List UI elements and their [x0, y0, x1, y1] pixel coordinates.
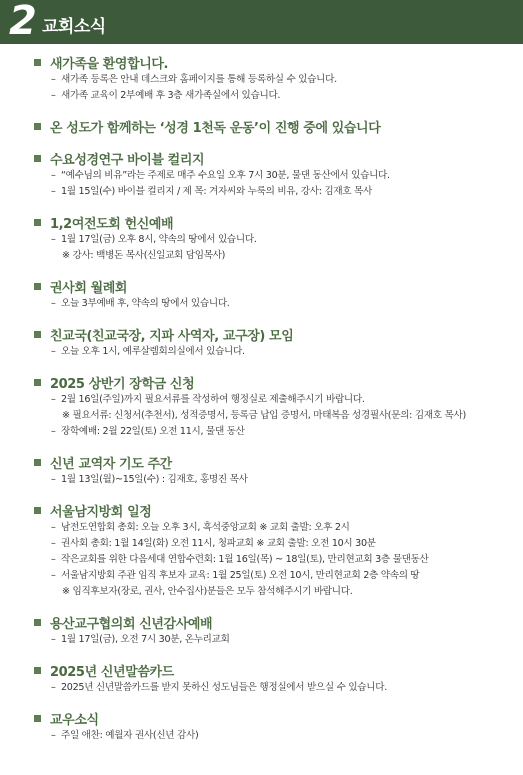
section-heading [0, 116, 523, 136]
detail-text: 1월 15일(수) 바이블 컬리지 / 제 목: 겨자씨와 누룩의 비유, 강사: 김재호 목사 [61, 186, 372, 197]
square-bullet-icon [34, 123, 41, 130]
square-bullet-icon [34, 667, 41, 674]
section-heading [0, 324, 523, 344]
section-heading [0, 148, 523, 168]
section-heading [0, 660, 523, 680]
note-line [0, 408, 523, 424]
news-section [0, 500, 523, 600]
detail-line [0, 424, 523, 440]
dash-bullet-icon: – [51, 426, 56, 437]
news-section [0, 52, 523, 104]
dash-bullet-icon: – [51, 570, 56, 581]
detail-text: 남전도연합회 총회: 오늘 오후 3시, 흑석중앙교회 ※ 교회 출발: 오후 2시 [61, 522, 350, 533]
news-section [0, 372, 523, 440]
dash-bullet-icon: – [51, 730, 56, 741]
news-section [0, 612, 523, 648]
detail-text: 서울남지방회 주관 임직 후보자 교육: 1월 25일(토) 오전 10시, 만리현교회 2층 약속의 땅 [61, 570, 420, 581]
dash-bullet-icon: – [51, 394, 56, 405]
square-bullet-icon [34, 283, 41, 290]
detail-text: ※ 필요서류: 신청서(추천서), 성적증명서, 등록금 납입 증명서, 마태복음 성경필사(문의: 김재호 목사) [62, 410, 466, 421]
news-section [0, 212, 523, 264]
section-title: 신년 교역자 기도 주간 [50, 456, 172, 472]
detail-line [0, 520, 523, 536]
section-title: 용산교구협의회 신년감사예배 [50, 616, 213, 632]
detail-text: 새가족 교육이 2부예배 후 3층 새가족실에서 있습니다. [61, 90, 281, 101]
detail-line [0, 184, 523, 200]
detail-line [0, 72, 523, 88]
section-title: 새가족을 환영합니다. [50, 56, 169, 72]
detail-text: “예수님의 비유”라는 주제로 매주 수요일 오후 7시 30분, 물댄 동산에서 있습니다. [61, 170, 390, 181]
news-section [0, 116, 523, 136]
news-list [0, 52, 523, 756]
detail-text: 오늘 오후 1시, 예루살렘회의실에서 있습니다. [61, 346, 245, 357]
detail-line [0, 536, 523, 552]
dash-bullet-icon: – [51, 522, 56, 533]
detail-line [0, 88, 523, 104]
section-title: 서울남지방회 일정 [50, 504, 152, 520]
section-heading [0, 612, 523, 632]
dash-bullet-icon: – [51, 538, 56, 549]
section-heading [0, 500, 523, 520]
detail-text: 오늘 3부예배 후, 약속의 땅에서 있습니다. [61, 298, 230, 309]
detail-line [0, 472, 523, 488]
section-title: 교우소식 [50, 712, 99, 728]
news-section [0, 324, 523, 360]
detail-text: ※ 임직후보자(장로, 권사, 안수집사)분들은 모두 참석해주시기 바랍니다. [62, 586, 353, 597]
news-section [0, 452, 523, 488]
dash-bullet-icon: – [51, 170, 56, 181]
section-heading [0, 372, 523, 392]
section-heading [0, 212, 523, 232]
page-title: 교회소식 [42, 17, 106, 37]
detail-text: 작은교회를 위한 다음세대 연합수련회: 1월 16일(목) ~ 18일(토), 만리현교회 3층 물댄동산 [61, 554, 429, 565]
dash-bullet-icon: – [51, 474, 56, 485]
square-bullet-icon [34, 619, 41, 626]
page-header [0, 0, 523, 44]
note-line [0, 248, 523, 264]
detail-line [0, 552, 523, 568]
dash-bullet-icon: – [51, 634, 56, 645]
detail-text: 장학예배: 2월 22일(토) 오전 11시, 물댄 동산 [61, 426, 245, 437]
square-bullet-icon [34, 459, 41, 466]
detail-text: 2월 16일(주일)까지 필요서류를 작성하여 행정실로 제출해주시기 바랍니다. [61, 394, 365, 405]
section-heading [0, 52, 523, 72]
dash-bullet-icon: – [51, 90, 56, 101]
note-line [0, 584, 523, 600]
detail-text: 새가족 등록은 안내 데스크와 홈페이지를 통해 등록하실 수 있습니다. [61, 74, 337, 85]
section-heading [0, 452, 523, 472]
section-heading [0, 276, 523, 296]
detail-line [0, 344, 523, 360]
dash-bullet-icon: – [51, 298, 56, 309]
detail-line [0, 232, 523, 248]
news-section [0, 276, 523, 312]
section-title: 2025년 신년말씀카드 [50, 664, 174, 680]
dash-bullet-icon: – [51, 554, 56, 565]
section-title: 2025 상반기 장학금 신청 [50, 376, 195, 392]
detail-text: ※ 강사: 백병돈 목사(신일교회 담임목사) [62, 250, 226, 261]
news-section [0, 148, 523, 200]
news-section [0, 660, 523, 696]
dash-bullet-icon: – [51, 186, 56, 197]
detail-line [0, 296, 523, 312]
section-title: 친교국(친교국장, 지파 사역자, 교구장) 모임 [50, 328, 294, 344]
detail-line [0, 168, 523, 184]
dash-bullet-icon: – [51, 346, 56, 357]
detail-line [0, 680, 523, 696]
square-bullet-icon [34, 715, 41, 722]
detail-text: 권사회 총회: 1월 14일(화) 오전 11시, 청파교회 ※ 교회 출발: 오전 10시 30분 [61, 538, 376, 549]
detail-text: 1월 17일(금), 오전 7시 30분, 온누리교회 [61, 634, 230, 645]
square-bullet-icon [34, 379, 41, 386]
square-bullet-icon [34, 219, 41, 226]
detail-text: 1월 17일(금) 오후 8시, 약속의 땅에서 있습니다. [61, 234, 257, 245]
detail-line [0, 568, 523, 584]
section-heading [0, 708, 523, 728]
square-bullet-icon [34, 59, 41, 66]
square-bullet-icon [34, 507, 41, 514]
detail-line [0, 632, 523, 648]
square-bullet-icon [34, 155, 41, 162]
dash-bullet-icon: – [51, 74, 56, 85]
detail-text: 1월 13일(월)~15일(수) : 김재호, 홍명진 목사 [61, 474, 248, 485]
section-title: 권사회 월례회 [50, 280, 128, 296]
detail-line [0, 392, 523, 408]
news-section [0, 708, 523, 744]
section-title: 수요성경연구 바이블 컬리지 [50, 152, 205, 168]
detail-text: 주일 애찬: 예월자 권사(신년 감사) [61, 730, 199, 741]
dash-bullet-icon: – [51, 234, 56, 245]
section-title: 1,2여전도회 헌신예배 [50, 216, 174, 232]
dash-bullet-icon: – [51, 682, 56, 693]
square-bullet-icon [34, 331, 41, 338]
detail-text: 2025년 신년말씀카드를 받지 못하신 성도님들은 행정실에서 받으실 수 있습니다. [61, 682, 387, 693]
section-number: 2 [9, 0, 37, 44]
section-title: 온 성도가 함께하는 ‘성경 1천독 운동’이 진행 중에 있습니다 [50, 120, 381, 136]
detail-line [0, 728, 523, 744]
